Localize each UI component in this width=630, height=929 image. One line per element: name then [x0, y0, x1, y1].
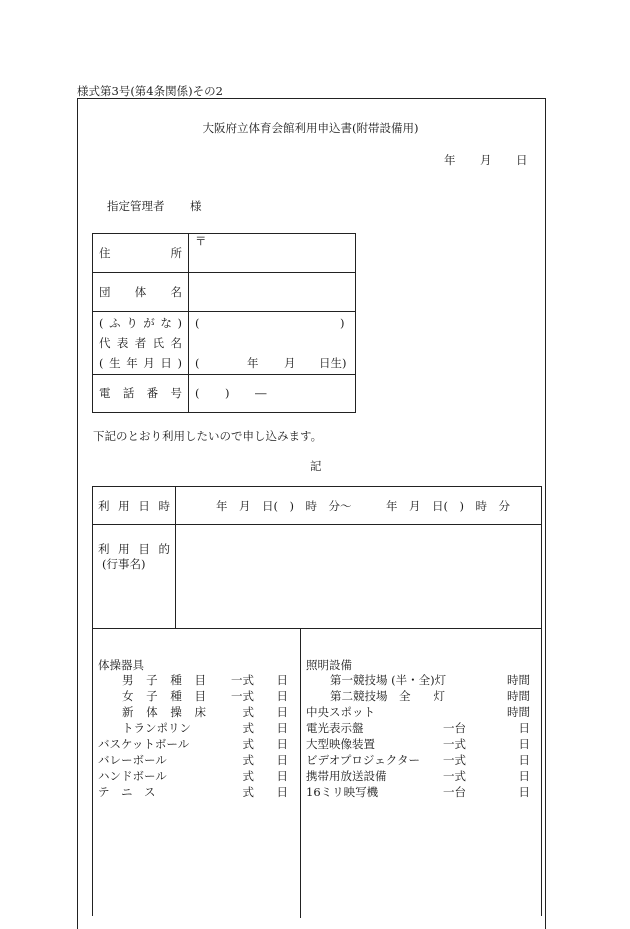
birth-month: 月	[284, 356, 296, 370]
usage-datetime-label: 利用日時	[98, 499, 170, 513]
usage-table-left	[92, 486, 93, 916]
phone-dash: ―	[255, 386, 267, 400]
birth-day: 日生)	[319, 356, 347, 370]
equipment-item-unit: 日	[276, 785, 288, 799]
representative-name-field[interactable]	[195, 334, 350, 352]
equipment-item-unit: 日	[518, 753, 530, 767]
equipment-item-unit: 日	[276, 753, 288, 767]
equipment-item-unit: 日	[276, 705, 288, 719]
equipment-item-unit: 日	[518, 721, 530, 735]
equipment-item-name: ハンドボール	[98, 769, 167, 783]
equipment-item-qty: 一式	[443, 769, 466, 783]
equipment-item-unit: 日	[518, 785, 530, 799]
equipment-item-unit: 時間	[507, 705, 530, 719]
phone-paren-close: )	[225, 386, 230, 400]
equipment-item-unit: 日	[518, 769, 530, 783]
equipment-quantity-field[interactable]	[472, 704, 490, 719]
equipment-item-qty: 式	[242, 705, 254, 719]
date-year: 年	[444, 153, 456, 167]
representative-name-label: 代表者氏名	[99, 336, 182, 350]
equipment-item-qty: 一式	[231, 673, 254, 687]
date-day: 日	[516, 153, 528, 167]
form-title: 大阪府立体育会館利用申込書(附帯設備用)	[202, 121, 419, 135]
usage-purpose-sub: (行事名)	[102, 557, 146, 571]
equipment-item-name: ビデオプロジェクター	[306, 753, 420, 767]
postal-mark: 〒	[195, 234, 207, 248]
equipment-item-qty: 一式	[443, 737, 466, 751]
equipment-item-qty: 一式	[443, 753, 466, 767]
usage-datetime-value: 年 月 日( ) 時 分～ 年 月 日( ) 時 分	[216, 499, 510, 513]
phone-label: 電話番号	[99, 386, 182, 400]
equipment-item-unit: 日	[276, 737, 288, 751]
equipment-item-name: 中央スポット	[306, 705, 375, 719]
equipment-item-qty: 式	[242, 769, 254, 783]
equipment-item-name: 第二競技場 全 灯	[330, 689, 445, 703]
addressee-honorific: 様	[190, 199, 202, 213]
equipment-item-qty: 式	[242, 737, 254, 751]
gymnastics-equipment-heading: 体操器具	[98, 658, 144, 672]
form-reference: 様式第3号(第4条関係)その2	[77, 84, 223, 98]
equipment-item-unit: 日	[276, 721, 288, 735]
equipment-quantity-field[interactable]	[472, 720, 490, 735]
equipment-item-name: テ ニ ス	[98, 785, 156, 799]
birth-paren-open: (	[195, 356, 200, 370]
address-label: 住 所	[99, 246, 182, 260]
usage-datetime-field[interactable]	[178, 490, 538, 520]
equipment-item-qty: 式	[242, 785, 254, 799]
applicant-row-line	[92, 311, 356, 312]
usage-table-right	[541, 486, 542, 916]
phone-field[interactable]	[200, 378, 350, 408]
address-field[interactable]	[189, 249, 355, 271]
equipment-quantity-field[interactable]	[472, 736, 490, 751]
equipment-quantity-field[interactable]	[258, 752, 270, 767]
equipment-divider	[300, 628, 301, 918]
request-statement: 下記のとおり利用したいので申し込みます。	[93, 429, 323, 443]
birth-year: 年	[247, 356, 259, 370]
equipment-item-name: 携帯用放送設備	[306, 769, 387, 783]
usage-purpose-label: 利用目的	[98, 542, 170, 556]
equipment-quantity-field[interactable]	[258, 688, 270, 703]
equipment-item-name: 男 子 種 目	[122, 673, 206, 687]
furigana-paren-close: )	[340, 316, 345, 330]
equipment-quantity-field[interactable]	[258, 768, 270, 783]
usage-table-top	[92, 486, 541, 487]
equipment-item-qty: 一台	[443, 785, 466, 799]
equipment-quantity-field[interactable]	[258, 736, 270, 751]
equipment-item-name: 女 子 種 目	[122, 689, 206, 703]
equipment-quantity-field[interactable]	[472, 752, 490, 767]
equipment-item-unit: 時間	[507, 689, 530, 703]
equipment-item-unit: 日	[276, 689, 288, 703]
equipment-item-name: バスケットボール	[98, 737, 190, 751]
equipment-item-unit: 時間	[507, 673, 530, 687]
ki-label: 記	[310, 459, 322, 473]
equipment-item-unit: 日	[276, 769, 288, 783]
equipment-quantity-field[interactable]	[472, 768, 490, 783]
furigana-field[interactable]	[202, 314, 336, 332]
phone-paren-open: (	[195, 386, 200, 400]
usage-row-line	[92, 524, 541, 525]
equipment-item-qty: 一式	[231, 689, 254, 703]
addressee-name: 指定管理者	[107, 199, 165, 213]
equipment-quantity-field[interactable]	[472, 784, 490, 799]
equipment-quantity-field[interactable]	[258, 672, 270, 687]
equipment-quantity-field[interactable]	[258, 720, 270, 735]
birth-date-label: (生年月日)	[99, 356, 182, 370]
equipment-quantity-field[interactable]	[472, 688, 490, 703]
furigana-label: (ふりがな)	[99, 316, 182, 330]
equipment-item-name: 新 体 操 床	[122, 705, 206, 719]
usage-purpose-field[interactable]	[178, 528, 538, 624]
equipment-item-name: 電光表示盤	[306, 721, 364, 735]
date-month: 月	[480, 153, 492, 167]
equipment-item-qty: 式	[242, 753, 254, 767]
lighting-equipment-heading: 照明設備	[306, 658, 352, 672]
equipment-quantity-field[interactable]	[258, 704, 270, 719]
equipment-item-unit: 日	[276, 673, 288, 687]
equipment-item-unit: 日	[518, 737, 530, 751]
usage-row-line	[92, 628, 541, 629]
equipment-item-name: 16ミリ映写機	[306, 785, 379, 799]
equipment-item-qty: 式	[242, 721, 254, 735]
equipment-item-name: バレーボール	[98, 753, 167, 767]
group-name-label: 団 体 名	[99, 285, 182, 299]
equipment-item-qty: 一台	[443, 721, 466, 735]
equipment-item-name: 第一競技場 (半・全)灯	[330, 673, 447, 687]
usage-label-divider	[175, 486, 176, 628]
equipment-quantity-field[interactable]	[472, 672, 490, 687]
furigana-paren-open: (	[195, 316, 200, 330]
equipment-quantity-field[interactable]	[258, 784, 270, 799]
equipment-item-name: 大型映像装置	[306, 737, 375, 751]
equipment-item-name: トランポリン	[122, 721, 191, 735]
applicant-row-line	[92, 374, 356, 375]
group-name-field[interactable]	[189, 273, 355, 310]
